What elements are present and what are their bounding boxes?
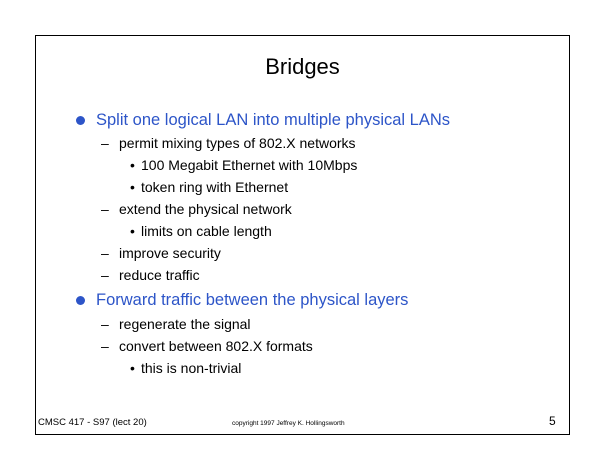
- footer-course: CMSC 417 - S97 (lect 20): [38, 417, 147, 428]
- sub-bullet-text: extend the physical network: [119, 201, 292, 217]
- bullet-2-text: Forward traffic between the physical layers: [96, 291, 409, 309]
- sub-bullet-2-2: – convert between 802.X formats: [101, 338, 313, 354]
- sub-sub-bullet-text: this is non-trivial: [141, 360, 242, 376]
- slide-frame: [35, 35, 570, 435]
- sub-bullet-text: improve security: [119, 245, 221, 261]
- sub-bullet-text: permit mixing types of 802.X networks: [119, 135, 356, 151]
- sub-bullet-1-1: – permit mixing types of 802.X networks: [101, 135, 356, 151]
- sub-bullet-1-4: – reduce traffic: [101, 267, 200, 283]
- sub-bullet-1-3: – improve security: [101, 245, 221, 261]
- sub-bullet-text: reduce traffic: [119, 267, 200, 283]
- sub-bullet-1-2: – extend the physical network: [101, 201, 292, 217]
- bullet-2: [96, 291, 408, 310]
- sub-sub-bullet-1-1-2: • token ring with Ethernet: [130, 179, 289, 195]
- sub-sub-bullet-1-1-1: • 100 Megabit Ethernet with 10Mbps: [130, 157, 358, 173]
- sub-bullet-text: convert between 802.X formats: [119, 338, 313, 354]
- footer-copyright: copyright 1997 Jeffrey K. Hollingsworth: [232, 420, 345, 427]
- sub-bullet-text: regenerate the signal: [119, 316, 251, 332]
- bullet-1: [96, 111, 450, 130]
- sub-sub-bullet-text: token ring with Ethernet: [141, 179, 289, 195]
- bullet-dot-icon: [76, 296, 85, 305]
- sub-bullet-2-1: – regenerate the signal: [101, 316, 251, 332]
- bullet-dot-icon: [76, 116, 85, 125]
- sub-sub-bullet-text: 100 Megabit Ethernet with 10Mbps: [141, 157, 358, 173]
- slide-title: Bridges: [265, 54, 340, 79]
- page-number: 5: [549, 414, 556, 428]
- sub-sub-bullet-2-2-1: • this is non-trivial: [130, 360, 242, 376]
- sub-sub-bullet-1-2-1: • limits on cable length: [130, 223, 272, 239]
- bullet-1-text: Split one logical LAN into multiple physical LANs: [96, 111, 451, 129]
- sub-sub-bullet-text: limits on cable length: [141, 223, 272, 239]
